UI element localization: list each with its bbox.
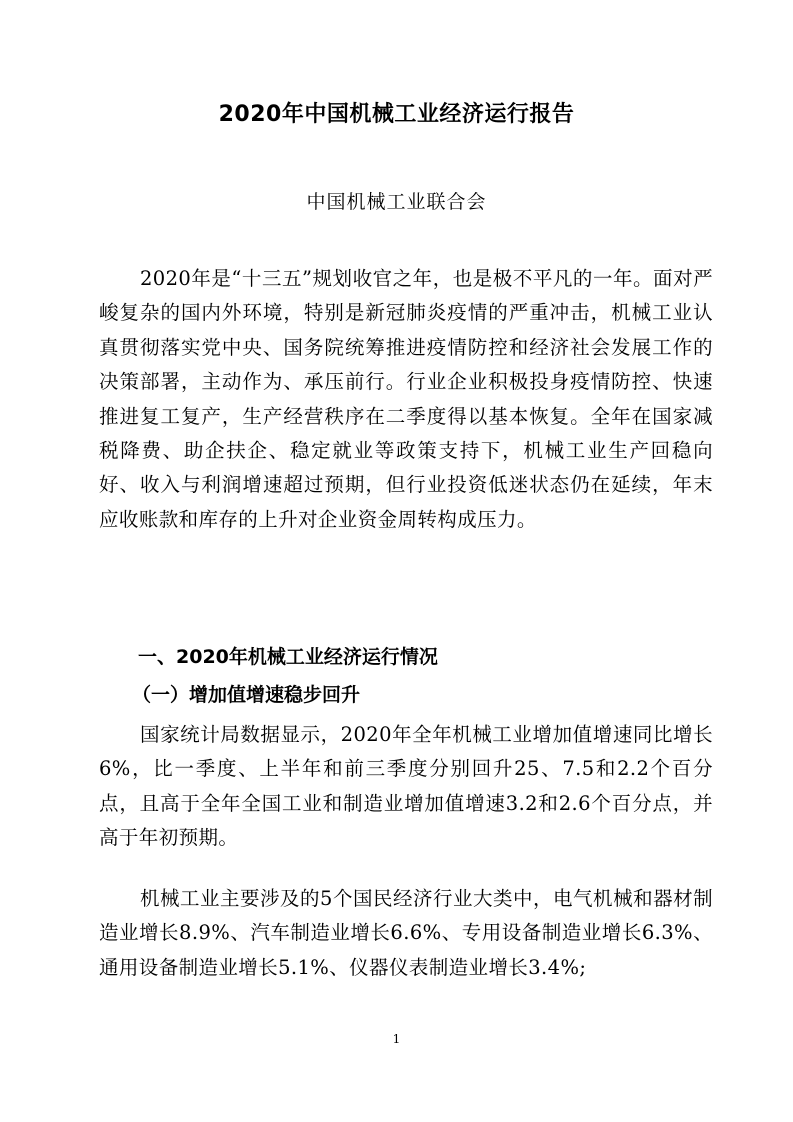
paragraph-value-added-growth: 国家统计局数据显示，2020年全年机械工业增加值增速同比增长6%，比一季度、上半年和前三季度分别回升25、7.5和2.2个百分点，且高于全年全国工业和制造业增加值增速3.2和2.6个百分点，并高于年初预期。 (99, 723, 713, 850)
section-heading: 一、2020年机械工业经济运行情况 (138, 646, 438, 668)
page-number: 1 (392, 1032, 401, 1046)
intro-paragraph: 2020年是“十三五”规划收官之年，也是极不平凡的一年。面对严峻复杂的国内外环境，特别是新冠肺炎疫情的严重冲击，机械工业认真贯彻落实党中央、国务院统筹推进疫情防控和经济社会发展工作的决策部署，主动作为、承压前行。行业企业积极投身疫情防控、快速推进复工复产，生产经营秩序在二季度得以基本恢复。全年在国家减税降费、助企扶企、稳定就业等政策支持下，机械工业生产回稳向好、收入与利润增速超过预期，但行业投资低迷状态仍在延续，年末应收账款和库存的上升对企业资金周转构成压力。 (99, 267, 713, 531)
report-title: 2020年中国机械工业经济运行报告 (218, 102, 575, 127)
paragraph-industry-breakdown: 机械工业主要涉及的5个国民经济行业大类中，电气机械和器材制造业增长8.9%、汽车制造业增长6.6%、专用设备制造业增长6.3%、通用设备制造业增长5.1%、仪器仪表制造业增长3.4%; (99, 887, 713, 979)
subsection-heading: （一）增加值增速稳步回升 (132, 684, 361, 706)
author-organization: 中国机械工业联合会 (306, 191, 487, 213)
